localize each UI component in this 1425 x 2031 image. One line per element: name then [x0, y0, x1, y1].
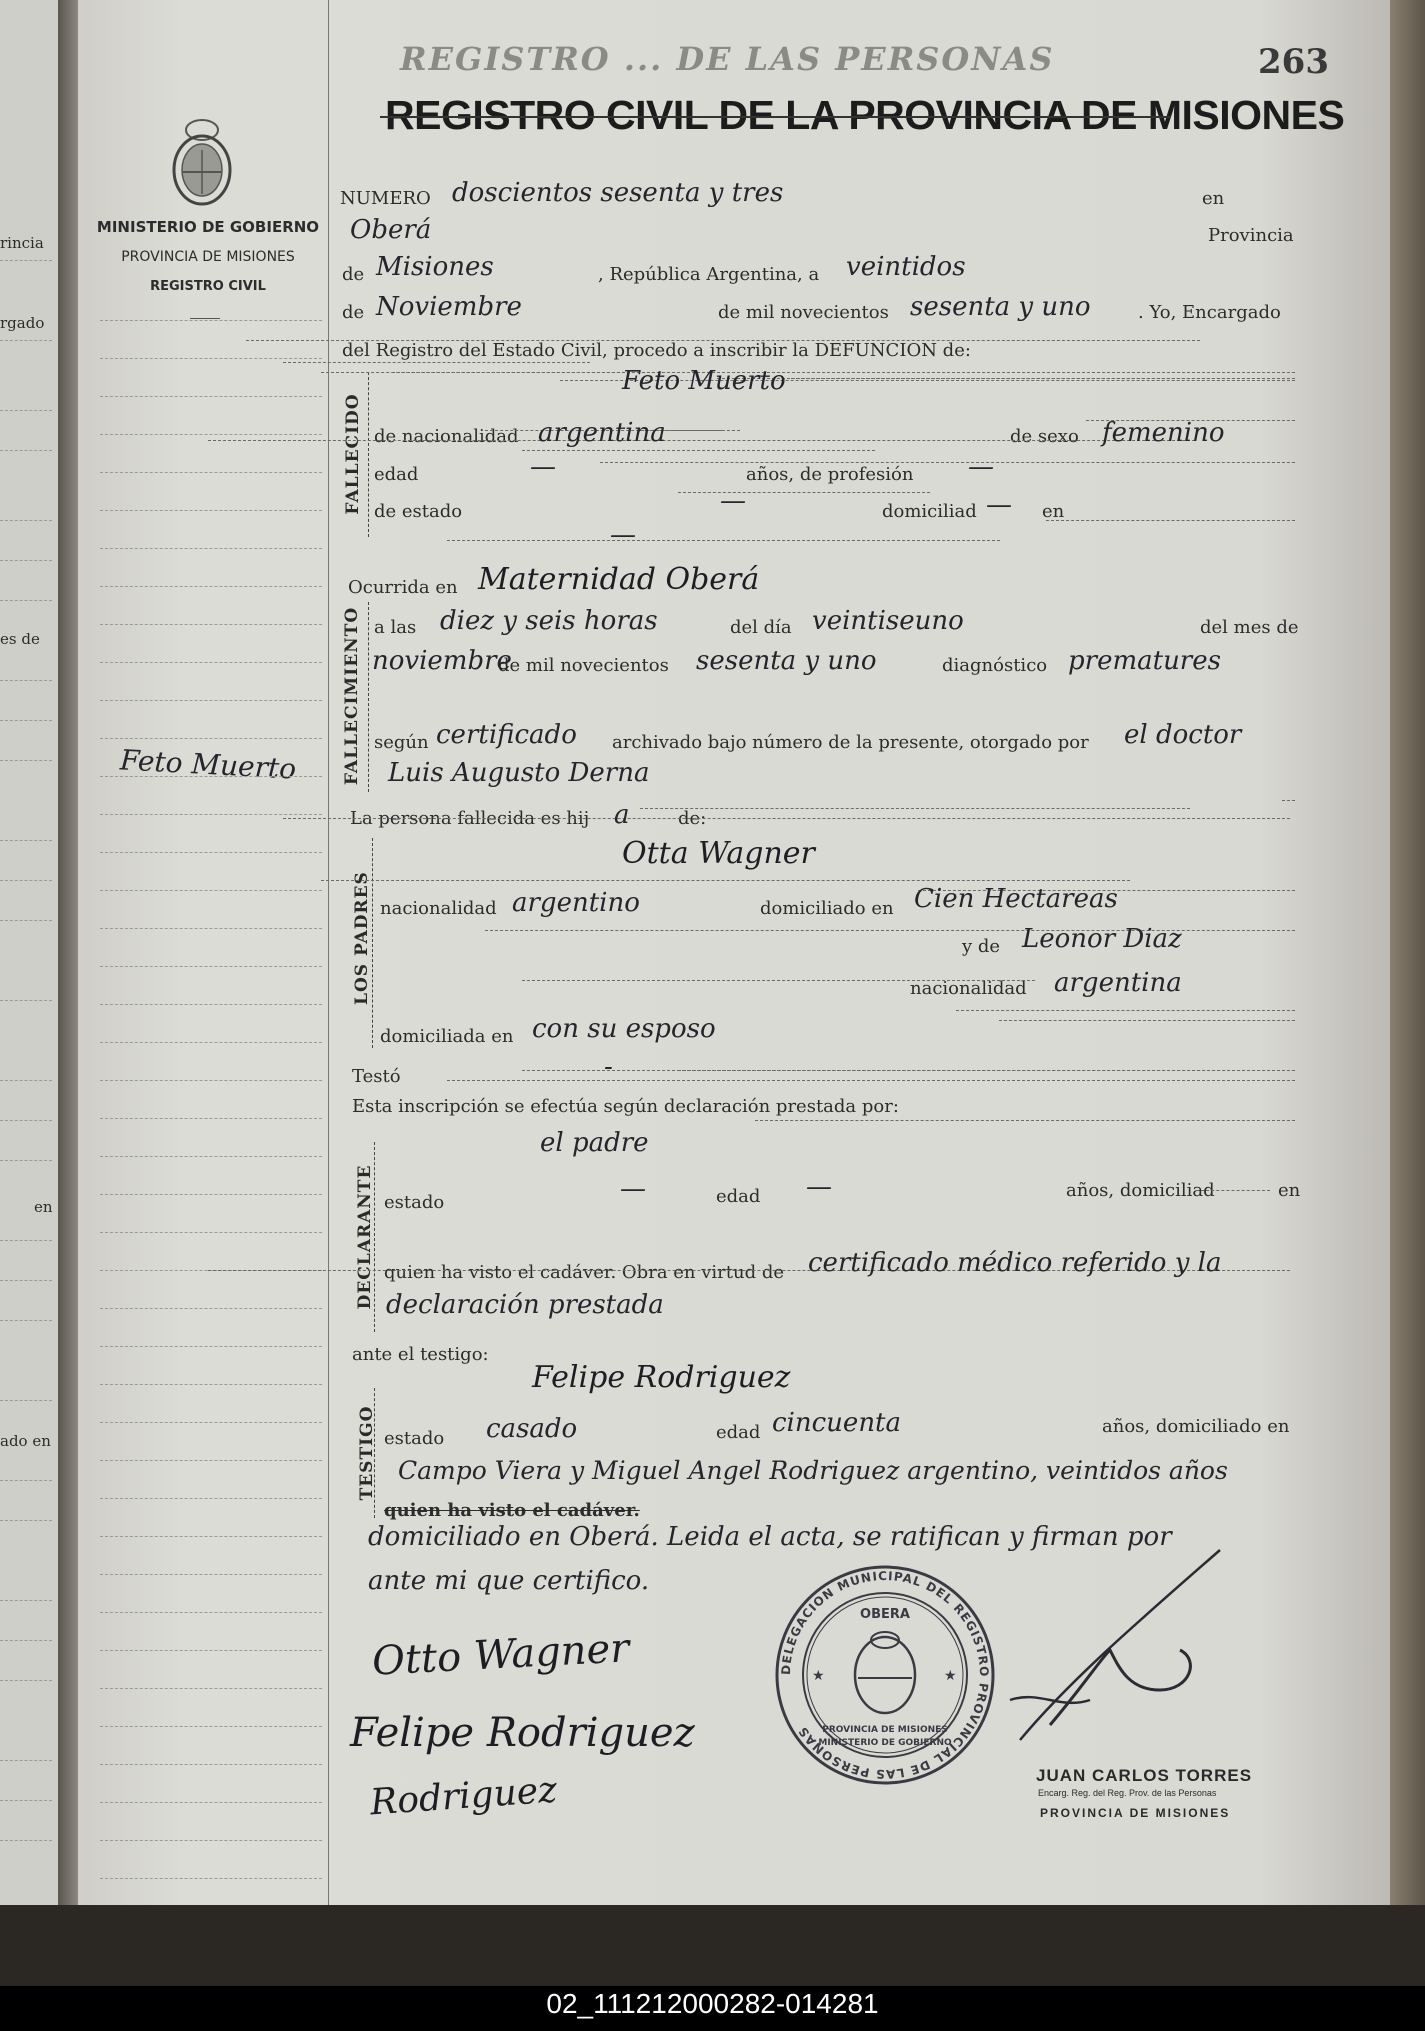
label-edad: edad — [716, 1186, 761, 1207]
side-label-declarante: DECLARANTE — [355, 1164, 375, 1310]
ruled-line — [100, 1232, 322, 1233]
label-segun: según — [374, 732, 429, 753]
svg-text:DELEGACION MUNICIPAL DEL REGIS — [779, 1569, 991, 1781]
ruled-line — [100, 1650, 322, 1651]
hw-hija: a — [614, 800, 630, 830]
hw-dia-fall: veintiseuno — [812, 606, 964, 636]
form-line — [678, 492, 930, 493]
hw-obra-cont: declaración prestada — [386, 1290, 664, 1320]
ruled-line — [100, 776, 322, 777]
ruled-line — [0, 720, 52, 721]
stamp-top-text: OBERA — [860, 1607, 910, 1622]
hw-testigo: Felipe Rodriguez — [532, 1360, 791, 1395]
label-edad: edad — [374, 464, 419, 485]
ruled-line — [0, 840, 52, 841]
hw-cierre-1: domiciliado en Oberá. Leida el acta, se ratifican y firman por — [368, 1522, 1172, 1552]
ruled-line — [0, 1760, 52, 1761]
ruled-line — [100, 1726, 322, 1727]
label-anos-domiciliad: años, domiciliad — [1066, 1180, 1215, 1201]
official-signature-icon — [990, 1540, 1240, 1760]
ruled-line — [0, 1480, 52, 1481]
ruled-line — [100, 434, 322, 435]
label-republica: , República Argentina, a — [598, 264, 820, 285]
official-name: JUAN CARLOS TORRES — [1036, 1766, 1253, 1785]
page-number: 263 — [1258, 42, 1329, 82]
label-de: de — [342, 302, 365, 323]
signature-3: Rodriguez — [368, 1769, 559, 1824]
label-de-estado: de estado — [374, 501, 463, 522]
ruled-line — [0, 1160, 52, 1161]
label-de-sexo: de sexo — [1010, 426, 1079, 447]
ruled-line — [0, 1280, 52, 1281]
form-line — [640, 808, 1190, 809]
ruled-line — [0, 1240, 52, 1241]
label-yo-encargado: . Yo, Encargado — [1138, 302, 1281, 323]
book-edge — [1390, 0, 1425, 1905]
hw-obra: certificado médico referido y la — [808, 1248, 1222, 1278]
label-nacionalidad: nacionalidad — [380, 898, 497, 919]
ruled-line — [0, 260, 52, 261]
label-quien-struck: quien ha visto el cadáver. — [384, 1500, 640, 1521]
ruled-line — [100, 1422, 322, 1423]
form-line — [283, 362, 590, 363]
label-domiciliad: domiciliad — [882, 501, 977, 522]
label-en: en — [1278, 1180, 1301, 1201]
label-del-registro: del Registro del Estado Civil, procedo a inscribir la DEFUNCION de: — [342, 340, 971, 361]
ruled-line — [100, 1156, 322, 1157]
registry-label: REGISTRO CIVIL — [150, 279, 266, 294]
hw-lugar-ocurrida: Maternidad Oberá — [478, 562, 760, 597]
ruled-line — [0, 1520, 52, 1521]
hw-lugar: Oberá — [350, 215, 432, 245]
label-anos-domiciliado: años, domiciliado en — [1102, 1416, 1290, 1437]
ruled-line — [0, 520, 52, 521]
ruled-line — [100, 320, 322, 321]
label-testo: Testó — [352, 1066, 401, 1087]
ruled-line — [100, 1764, 322, 1765]
ruled-line — [100, 662, 322, 663]
form-line — [1046, 520, 1295, 521]
svg-text:★: ★ — [944, 1668, 957, 1684]
label-a-las: a las — [374, 617, 417, 638]
form-line — [956, 1010, 1295, 1011]
label-quien-ha-visto: quien ha visto el cadáver. Obra en virtud de — [384, 1262, 785, 1283]
label-de-mil: de mil novecientos — [718, 302, 889, 323]
hw-nac-padre: argentino — [512, 888, 640, 918]
label-esta-inscripcion: Esta inscripción se efectúa según declaración prestada por: — [352, 1096, 899, 1117]
ruled-line — [100, 586, 322, 587]
label-archivado: archivado bajo número de la presente, otorgado por — [612, 732, 1089, 753]
ruled-line — [0, 1640, 52, 1641]
official-province: PROVINCIA DE MISIONES — [1040, 1806, 1231, 1820]
form-line — [1282, 800, 1295, 801]
ruled-line — [100, 928, 322, 929]
form-line — [678, 1070, 1295, 1071]
ruled-line — [100, 890, 322, 891]
hw-madre: Leonor Diaz — [1022, 924, 1182, 954]
hw-diagnostico: prematures — [1068, 646, 1221, 676]
form-line — [522, 980, 1035, 981]
hw-hora: diez y seis horas — [440, 606, 658, 636]
hw-cierre-2: ante mi que certifico. — [368, 1566, 650, 1596]
ruled-line — [0, 1400, 52, 1401]
label-domiciliado-en: domiciliado en — [760, 898, 894, 919]
hw-declarante: el padre — [540, 1128, 649, 1158]
hw-estado-testigo: casado — [486, 1414, 578, 1444]
ruled-line — [0, 1680, 52, 1681]
ruled-line — [0, 1600, 52, 1601]
prev-page-fragment: rgado — [0, 314, 45, 332]
hw-otorgado: el doctor — [1124, 720, 1242, 750]
province-label: PROVINCIA DE MISIONES — [121, 249, 295, 265]
stamp-inner-text: PROVINCIA DE MISIONES — [822, 1725, 948, 1735]
ruled-line — [0, 600, 52, 601]
form-line — [392, 372, 1295, 373]
side-label-testigo: TESTIGO — [357, 1405, 377, 1501]
ruled-line — [100, 1612, 322, 1613]
page-title: REGISTRO CIVIL DE LA PROVINCIA DE MISIONES — [385, 92, 1345, 138]
stamp-outer-text: DELEGACION MUNICIPAL DEL REGISTRO PROVINCIAL DE LAS PERSONAS — [778, 1568, 992, 1782]
ruled-line — [100, 1384, 322, 1385]
form-line — [447, 1080, 1295, 1081]
ruled-line — [100, 358, 322, 359]
label-del-mes: del mes de — [1200, 617, 1299, 638]
svg-text:★: ★ — [812, 1668, 825, 1684]
label-diagnostico: diagnóstico — [942, 655, 1048, 676]
ruled-line — [100, 1574, 322, 1575]
ruled-line — [100, 396, 322, 397]
hw-dash: - — [604, 1052, 613, 1082]
ruled-line — [0, 680, 52, 681]
hw-dash: — — [806, 1172, 832, 1202]
hw-dash: — — [968, 452, 994, 482]
ruled-line — [100, 1308, 322, 1309]
hw-mes: Noviembre — [376, 292, 522, 322]
form-line — [246, 340, 1200, 341]
form-line — [283, 818, 1290, 819]
label-nacionalidad: de nacionalidad — [374, 426, 519, 447]
hw-dom-madre: con su esposo — [532, 1014, 716, 1044]
registry-stamp — [770, 1560, 1000, 1790]
ruled-line — [100, 624, 322, 625]
footer-id: 02_111212000282-014281 — [546, 1988, 879, 2019]
signature-1: Otto Wagner — [370, 1625, 631, 1685]
ruled-line — [100, 1004, 322, 1005]
faded-header: REGISTRO ... DE LAS PERSONAS — [400, 40, 1055, 78]
label-domiciliada-en: domiciliada en — [380, 1026, 514, 1047]
ministry-label: MINISTERIO DE GOBIERNO — [96, 218, 320, 236]
ruled-line — [0, 1320, 52, 1321]
ruled-line — [0, 450, 52, 451]
ruled-line — [100, 814, 322, 815]
hw-dash: — — [530, 452, 556, 482]
section-bar — [368, 602, 369, 792]
hw-segun: certificado — [436, 720, 577, 750]
hw-edad-testigo: cincuenta — [772, 1408, 902, 1438]
label-estado: estado — [384, 1192, 445, 1213]
margin-note: Feto Muerto — [119, 743, 297, 786]
hw-mes-fall: noviembre — [372, 646, 512, 676]
ruled-line — [100, 510, 322, 511]
hw-dia: veintidos — [846, 252, 966, 282]
form-line — [1196, 1190, 1270, 1191]
stamp-bottom-text: MINISTERIO DE GOBIERNO — [818, 1738, 952, 1748]
label-de: de — [342, 264, 365, 285]
label-anos-profesion: años, de profesión — [746, 464, 914, 485]
form-line — [447, 540, 1000, 541]
ruled-line — [100, 1194, 322, 1195]
ruled-line — [100, 1536, 322, 1537]
label-en: en — [1042, 501, 1065, 522]
label-estado: estado — [384, 1428, 445, 1449]
label-edad: edad — [716, 1422, 761, 1443]
label-nacionalidad: nacionalidad — [910, 978, 1027, 999]
ruled-line — [100, 1802, 322, 1803]
hw-padre: Otta Wagner — [622, 836, 815, 871]
label-la-persona: La persona fallecida es hij — [350, 808, 590, 829]
ruled-line — [100, 1498, 322, 1499]
ruled-line — [100, 1460, 322, 1461]
prev-page-fragment: rincia — [0, 234, 44, 252]
hw-dash: — — [610, 520, 636, 550]
column-divider — [328, 0, 329, 1905]
ruled-line — [100, 738, 322, 739]
label-y-de: y de — [962, 936, 1001, 957]
ruled-line — [0, 560, 52, 561]
hw-dom-testigo: Campo Viera y Miguel Angel Rodriguez argentino, veintidos años — [398, 1456, 1228, 1485]
hw-provincia: Misiones — [376, 252, 494, 282]
side-label-fallecimiento: FALLECIMIENTO — [342, 606, 362, 786]
ruled-line — [0, 880, 52, 881]
label-del-dia: del día — [730, 617, 792, 638]
registry-underline — [190, 318, 220, 319]
prev-page-fragment: ado en — [0, 1432, 51, 1450]
label-ante-testigo: ante el testigo: — [352, 1344, 489, 1365]
scan-shadow — [0, 1905, 1425, 1986]
hw-dash: — — [720, 486, 746, 516]
label-ocurrida: Ocurrida en — [348, 577, 458, 598]
section-bar — [368, 372, 369, 537]
ruled-line — [0, 1120, 52, 1121]
ruled-line — [100, 1118, 322, 1119]
previous-page-strip — [0, 0, 58, 1905]
signature-2: Felipe Rodriguez — [350, 1710, 695, 1756]
hw-nombre: Feto Muerto — [622, 366, 786, 396]
ruled-line — [0, 1800, 52, 1801]
form-line — [755, 1120, 1295, 1121]
ruled-line — [100, 1878, 322, 1879]
hw-numero: doscientos sesenta y tres — [452, 178, 784, 208]
label-provincia: Provincia — [1208, 225, 1294, 246]
ruled-line — [100, 700, 322, 701]
prev-page-fragment: en — [34, 1198, 53, 1216]
ruled-line — [100, 1346, 322, 1347]
form-line — [999, 1020, 1295, 1021]
ruled-line — [100, 548, 322, 549]
ruled-line — [100, 1080, 322, 1081]
official-role: Encarg. Reg. del Reg. Prov. de las Personas — [1038, 1788, 1217, 1798]
page-gutter — [58, 0, 78, 1905]
ruled-line — [0, 340, 52, 341]
coat-of-arms-icon — [163, 110, 241, 210]
label-en: en — [1202, 188, 1225, 209]
ruled-line — [0, 1000, 52, 1001]
ruled-line — [100, 852, 322, 853]
hw-anio: sesenta y uno — [910, 292, 1091, 322]
ruled-line — [100, 966, 322, 967]
ruled-line — [0, 1840, 52, 1841]
ruled-line — [100, 1042, 322, 1043]
form-line — [208, 440, 1195, 441]
label-de-colon: de: — [678, 808, 707, 829]
form-line — [600, 462, 1295, 463]
ruled-line — [100, 472, 322, 473]
hw-medico: Luis Augusto Derna — [388, 758, 650, 788]
label-numero: NUMERO — [340, 188, 431, 209]
form-line — [522, 450, 875, 451]
form-line — [321, 880, 1130, 881]
side-label-fallecido: FALLECIDO — [343, 393, 363, 515]
ruled-line — [0, 1080, 52, 1081]
title-strike — [380, 116, 1170, 118]
label-de-mil: de mil novecientos — [498, 655, 669, 676]
ruled-line — [100, 1840, 322, 1841]
side-label-padres: LOS PADRES — [352, 871, 372, 1005]
hw-sexo: femenino — [1102, 418, 1225, 448]
hw-nacionalidad: argentina — [538, 418, 666, 448]
hw-nac-madre: argentina — [1054, 968, 1182, 998]
ruled-line — [0, 760, 52, 761]
form-line — [1152, 378, 1295, 379]
section-bar — [372, 838, 373, 1048]
ruled-line — [100, 1688, 322, 1689]
ruled-line — [0, 410, 52, 411]
hw-dash: — — [986, 490, 1012, 520]
hw-dom-padre: Cien Hectareas — [914, 884, 1118, 914]
hw-anio-fall: sesenta y uno — [696, 646, 877, 676]
ruled-line — [0, 920, 52, 921]
prev-page-fragment: es de — [0, 630, 40, 648]
hw-dash: — — [620, 1174, 646, 1204]
